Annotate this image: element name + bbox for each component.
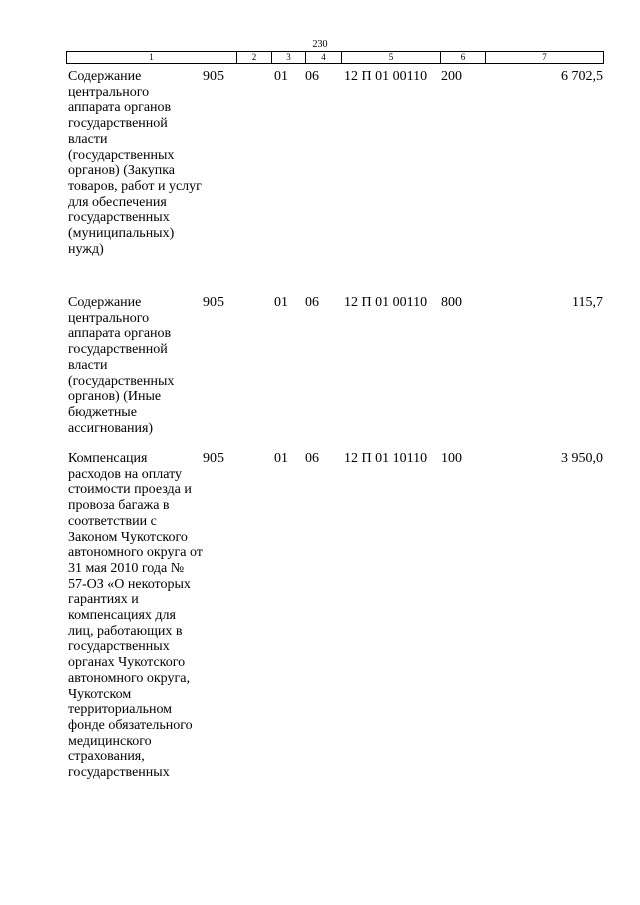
- row-expense-type: 200: [441, 69, 462, 84]
- row-expense-type: 100: [441, 451, 462, 466]
- column-header-4: 4: [306, 52, 342, 64]
- row-ministry-code: 905: [203, 295, 224, 310]
- row-subsection: 06: [305, 295, 319, 310]
- row-name: Содержание центрального аппарата органов государственной власти (государственных органов) (Закупка товаров, работ и услуг для обеспечения государственных (муниципальных) нужд): [68, 69, 202, 257]
- row-name: Содержание центрального аппарата органов государственной власти (государственных органов) (Иные бюджетные ассигнования): [68, 295, 175, 436]
- column-header-row: [67, 52, 604, 64]
- row-amount: 6 702,5: [561, 69, 603, 84]
- row-section: 01: [274, 69, 288, 84]
- row-target-article: 12 П 01 00110: [344, 69, 428, 84]
- row-amount: 115,7: [572, 295, 603, 310]
- row-expense-type: 800: [441, 295, 462, 310]
- row-amount: 3 950,0: [561, 451, 603, 466]
- row-subsection: 06: [305, 451, 319, 466]
- column-header-7: 7: [486, 52, 604, 64]
- row-section: 01: [274, 295, 288, 310]
- row-subsection: 06: [305, 69, 319, 84]
- row-ministry-code: 905: [203, 451, 224, 466]
- row-target-article: 12 П 01 10110: [344, 451, 428, 466]
- column-header-1: 1: [67, 52, 237, 64]
- column-header-3: 3: [272, 52, 306, 64]
- row-ministry-code: 905: [203, 69, 224, 84]
- row-name: Компенсация расходов на оплату стоимости проезда и провоза багажа в соответствии с Законом Чукотского автономного округа от 31 мая 2010 года № 57-ОЗ «О некоторых гарантиях и компенсациях для лиц, работающих в государственных органах Чукотского автономного округа, Чукотском территориальном фонде обязательного медицинского страхования, государственных: [68, 451, 203, 781]
- column-header-5: 5: [342, 52, 441, 64]
- page-number: 230: [312, 39, 328, 50]
- column-header-table: [66, 51, 604, 64]
- row-target-article: 12 П 01 00110: [344, 295, 428, 310]
- column-header-2: 2: [237, 52, 272, 64]
- column-header-6: 6: [441, 52, 486, 64]
- row-section: 01: [274, 451, 288, 466]
